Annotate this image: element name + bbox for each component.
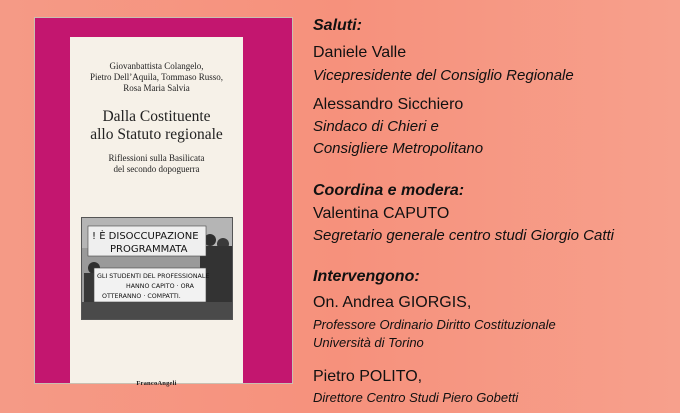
book-subtitle — [70, 153, 243, 175]
speaker-name: Daniele Valle — [313, 44, 407, 61]
photo-banner-1-text: ! È DISOCCUPAZIONE — [92, 231, 199, 242]
cover-panel — [70, 37, 243, 387]
speaker-role: Consigliere Metropolitano — [313, 140, 484, 157]
book-subtitle-line: del secondo dopoguerra — [113, 164, 200, 174]
photo-banner-2-text: HANNO CAPITO · ORA — [126, 283, 194, 290]
book-authors — [70, 61, 243, 94]
book-title-line: Dalla Costituente — [102, 108, 211, 125]
saluti-heading: Saluti: — [313, 17, 362, 34]
speaker-name: Alessandro Sicchiero — [313, 96, 464, 113]
coordina-heading: Coordina e modera: — [313, 182, 465, 199]
moderator-name: Valentina CAPUTO — [313, 205, 450, 222]
cover-photo — [81, 217, 233, 320]
speaker-name: On. Andrea GIORGIS, — [313, 294, 472, 311]
moderator-role: Segretario generale centro studi Giorgio Catti — [313, 227, 614, 244]
cover-band-right — [243, 18, 292, 383]
speaker-role: Sindaco di Chieri e — [313, 118, 439, 135]
photo-banner-2-text: OTTERANNO · COMPATTI. — [102, 293, 181, 300]
cover-band-left — [35, 18, 70, 383]
speaker-role: Professore Ordinario Diritto Costituzionale — [313, 317, 556, 332]
speaker-name: Pietro POLITO, — [313, 368, 423, 385]
book-cover — [34, 17, 293, 387]
book-subtitle-line: Riflessioni sulla Basilicata — [108, 153, 205, 163]
photo-banner-1-text: PROGRAMMATA — [110, 244, 188, 255]
book-title — [70, 108, 243, 144]
author-line: Pietro Dell’Aquila, Tommaso Russo, — [90, 72, 223, 82]
speaker-role: Direttore Centro Studi Piero Gobetti — [313, 390, 519, 405]
photo-banner-2-text: GLI STUDENTI DEL PROFESSIONALE — [97, 273, 210, 280]
publisher-logo: FrancoAngeli — [136, 380, 177, 387]
author-line: Giovanbattista Colangelo, — [109, 61, 204, 71]
speaker-role: Vicepresidente del Consiglio Regionale — [313, 67, 574, 84]
author-line: Rosa Maria Salvia — [123, 83, 190, 93]
speaker-role: Università di Torino — [313, 335, 424, 350]
intervengono-heading: Intervengono: — [313, 268, 420, 285]
book-title-line: allo Statuto regionale — [90, 126, 223, 143]
